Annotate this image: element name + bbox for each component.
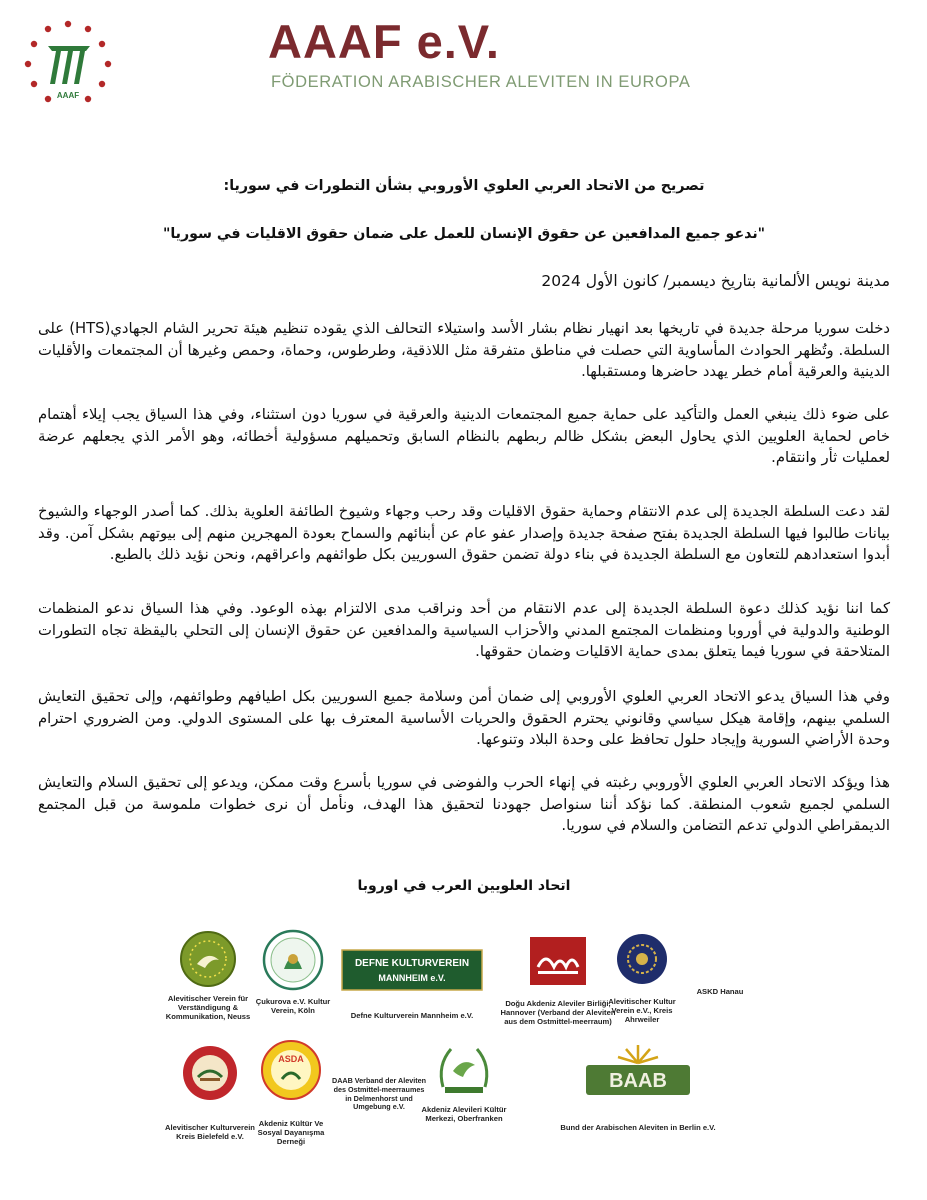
paragraph: دخلت سوريا مرحلة جديدة في تاريخها بعد انهيار نظام بشار الأسد واستيلاء التحالف الذي يقوده تنظيم هيئة تحرير الشام الجهادي(HTS) على السلطة. وتُظهر الحوادث المأساوية التي حصلت في مناطق متفرقة مثل اللاذقية، وطرطوس، وحماة، وحمص وغيرها أن المجتمعات والأقليات الدينية والعرقية أمام خطر يهدد حاضرها ومستقبلها. bbox=[38, 320, 890, 380]
member-caption: Alevitischer Kulturverein Kreis Bielefeld e.V. bbox=[165, 1123, 255, 1142]
member-caption: Alevitischer Verein für Verständigung & Kommunikation, Neuss bbox=[165, 994, 251, 1022]
member-organizations bbox=[0, 925, 927, 1200]
member-hanau bbox=[690, 987, 750, 996]
letterhead bbox=[0, 0, 927, 130]
member-caption: Akdeniz Kültür Ve Sosyal Dayanışma Derneği bbox=[257, 1119, 325, 1147]
red-calligraphy-icon bbox=[530, 937, 586, 985]
member-bielefeld bbox=[165, 1045, 255, 1141]
paragraph: كما اننا نؤيد كذلك دعوة السلطة الجديدة إلى عدم الانتقام من أحد ونراقب مدى الالتزام بهذه الوعود. وفي هذا السياق ندعو المنظمات الوطنية والدولية في أوروبا ومنظمات المجتمع المدني والأحزاب السياسية والمدافعين عن حقوق الإنسان إلى التحلي باليقظة تجاه التطورات المتلاحقة في سوريا فيما يتعلق بمدى حماية الاقليات وضمان حقوقها. bbox=[38, 600, 890, 660]
member-ahrweiler bbox=[603, 933, 681, 1025]
member-caption: Çukurova e.V. Kultur Verein, Köln bbox=[255, 997, 331, 1016]
statement-headline: "ندعو جميع المدافعين عن حقوق الإنسان للعمل على ضمان حقوق الاقليات في سوريا" bbox=[162, 226, 766, 242]
member-berlin bbox=[558, 1041, 718, 1132]
member-caption: Akdeniz Alevileri Kültür Merkezi, Oberfranken bbox=[421, 1105, 507, 1124]
svg-text:AAAF: AAAF bbox=[56, 91, 80, 100]
green-emblem-icon bbox=[179, 930, 237, 988]
paragraph: على ضوء ذلك ينبغي العمل والتأكيد على حماية جميع المجتمعات الدينية والعرقية في سوريا دون استثناء، وفي هذا السياق يجب إيلاء أهتمام خاص لحماية العلويين الذي يحاول البعض بشكل ظالم ربطهم بالنظام السابق وتحميلهم مسؤولية أخطائه، وهو الأمر الذي يجعلهم عرضة لعمليات ثأر وانتقام. bbox=[38, 406, 890, 466]
member-koeln bbox=[250, 929, 336, 1015]
member-oberfranken bbox=[418, 1041, 510, 1123]
member-mannheim bbox=[338, 949, 486, 1020]
yellow-star-emblem-icon bbox=[260, 1039, 322, 1101]
paragraph: هذا ويؤكد الاتحاد العربي العلوي الأوروبي رغبته في إنهاء الحرب والفوضى في سوريا بأسرع وقت ممكن، ويدعو إلى تحقيق السلام والتعايش السلمي لجميع شعوب المنطقة. كما نؤكد أننا سنواصل جهودنا لتحقيق هذا الهدف، ونأمل أن نرى خطوات ملموسة من قبل المجتمع الديمقراطي الدولي تدعم التضامن والسلام في سوريا. bbox=[38, 774, 890, 834]
org-name: AAAF e.V. bbox=[268, 15, 500, 68]
dateline: مدينة نويس الألمانية بتاريخ ديسمبر/ كانون الأول 2024 bbox=[541, 272, 890, 290]
paragraph: وفي هذا السياق يدعو الاتحاد العربي العلوي الأوروبي إلى ضمان أمن وسلامة جميع السوريين بكل اطيافهم وطوائفهم، وإلى تحقيق التعايش السلمي بينهم، وإقامة هيكل سياسي وقانوني يحترم الحقوق والحريات الأساسية المعترف بها على المستوى الدولي. ومن الضروري احترام وحدة الأراضي السورية وإيجاد حلول تحافظ على وحدة البلاد وتنوعها. bbox=[38, 688, 890, 748]
member-caption: ASKD Hanau bbox=[696, 987, 744, 996]
defne-banner-icon bbox=[341, 949, 483, 991]
aaaf-emblem-icon bbox=[22, 18, 114, 110]
member-asda bbox=[248, 1039, 334, 1147]
signoff: اتحاد العلويين العرب في اوروبا bbox=[357, 878, 571, 894]
member-caption: DAAB Verband der Aleviten des Ostmittel-meerraumes in Delmenhorst und Umgebung e.V. bbox=[332, 1076, 426, 1112]
member-caption: Bund der Arabischen Aleviten in Berlin e.V. bbox=[560, 1123, 716, 1132]
svg-text:ASDA: ASDA bbox=[278, 1054, 304, 1064]
member-caption: Doğu Akdeniz Aleviler Birliği, Hannover (Verband der Aleviten aus dem Ostmittel-meerraum) bbox=[500, 999, 616, 1027]
paragraph: لقد دعت السلطة الجديدة إلى عدم الانتقام وحماية حقوق الاقليات وقد رحب وجهاء وشيوخ الطائفة العلوية بذلك. كما أصدر الوجهاء والشيوخ بيانات طالبوا فيها السلطة الجديدة بفتح صفحة جديدة وإصدار عفو عام عن أبنائهم والسماح بعودة المهجرين منهم إلى بيوتهم بشكل آمن. وقد أبدوا استعدادهم للتعاون مع السلطة الجديدة في بناء دولة تضمن حقوق السوريين بكل طوائفهم واعراقهم، ونحن نؤيد ذلك بالطبع. bbox=[38, 503, 890, 563]
member-delmenhorst bbox=[332, 1077, 426, 1112]
svg-text:MANNHEIM e.V.: MANNHEIM e.V. bbox=[378, 973, 446, 983]
svg-text:BAAB: BAAB bbox=[609, 1070, 667, 1092]
member-hannover bbox=[500, 937, 616, 1027]
red-circle-emblem-icon bbox=[182, 1045, 238, 1101]
cukurova-emblem-icon bbox=[262, 929, 324, 991]
member-caption: Defne Kulturverein Mannheim e.V. bbox=[350, 1011, 474, 1020]
member-neuss bbox=[163, 930, 253, 1022]
dove-wreath-icon bbox=[433, 1041, 495, 1097]
member-caption: Alevitischer Kultur Verein e.V., Kreis Ahrweiler bbox=[608, 997, 676, 1025]
org-subtitle: FÖDERATION ARABISCHER ALEVITEN IN EUROPA bbox=[271, 73, 691, 91]
svg-text:DEFNE KULTURVEREIN: DEFNE KULTURVEREIN bbox=[354, 958, 470, 969]
baab-logo-icon bbox=[582, 1041, 694, 1099]
statement-title: تصريح من الاتحاد العربي العلوي الأوروبي بشأن التطورات في سوريا: bbox=[223, 178, 705, 194]
navy-star-emblem-icon bbox=[616, 933, 668, 985]
